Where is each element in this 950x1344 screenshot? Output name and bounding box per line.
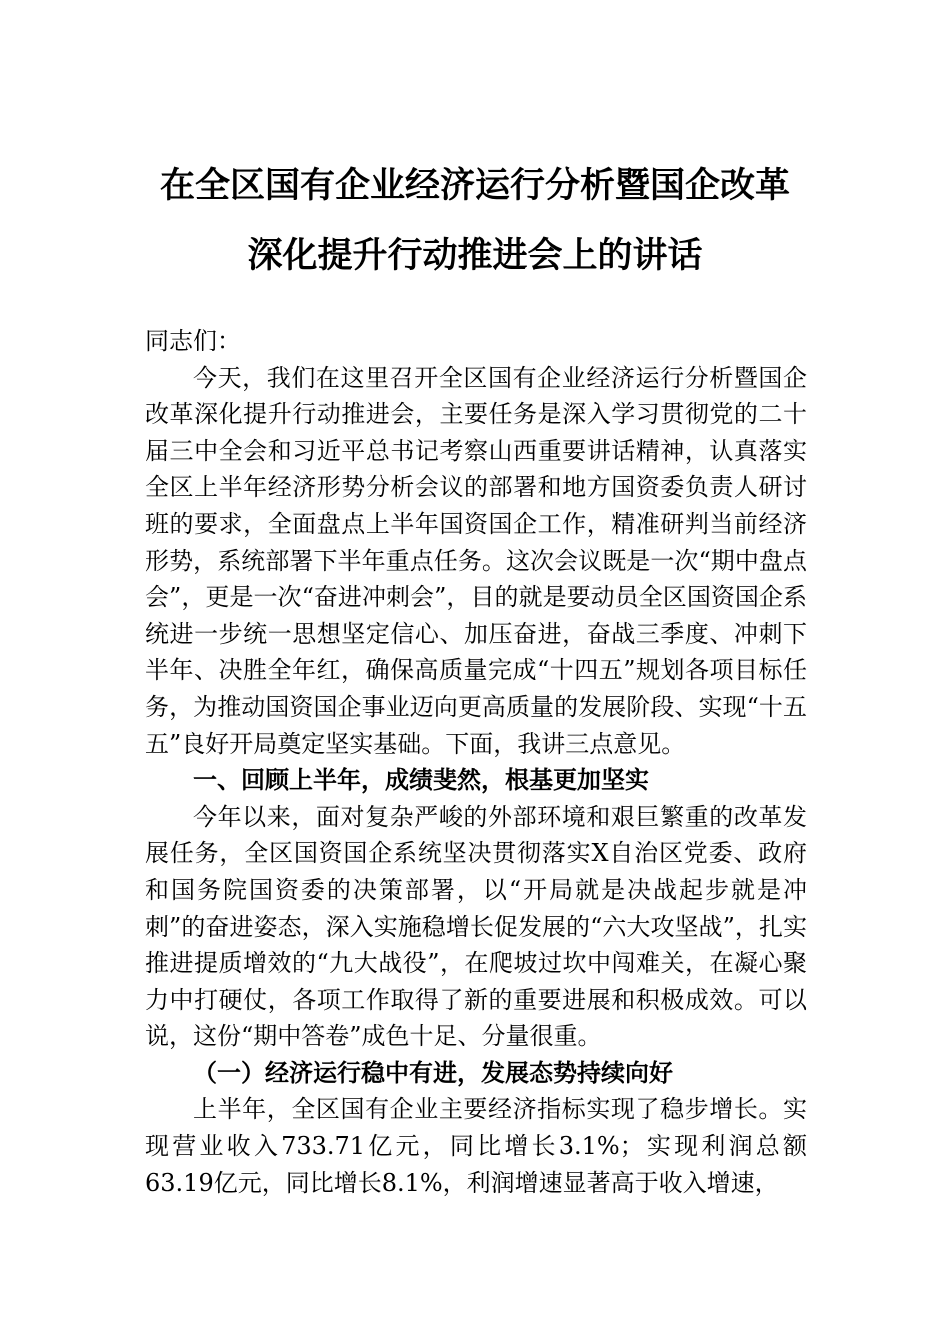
paragraph-review: 今年以来，面对复杂严峻的外部环境和艰巨繁重的改革发展任务，全区国资国企系统坚决贯彻落实X自治区党委、政府和国务院国资委的决策部署，以“开局就是决战起步就是冲刺”的奋进姿态，深入实施稳增长促发展的“六大攻坚战”，扎实推进提质增效的“九大战役”，在爬坡过坎中闯难关，在凝心聚力中打硬仗，各项工作取得了新的重要进展和积极成效。可以说，这份“期中答卷”成色十足、分量很重。 (145, 802, 807, 1051)
salutation: 同志们： (145, 327, 241, 355)
subsection-heading-1: （一）经济运行稳中有进，发展态势持续向好 (193, 1057, 673, 1087)
section-heading-1: 一、回顾上半年，成绩斐然，根基更加坚实 (193, 766, 649, 795)
paragraph-intro: 今天，我们在这里召开全区国有企业经济运行分析暨国企改革深化提升行动推进会，主要任务是深入学习贯彻党的二十届三中全会和习近平总书记考察山西重要讲话精神，认真落实全区上半年经济形势分析会议的部署和地方国资委负责人研讨班的要求，全面盘点上半年国资国企工作，精准研判当前经济形势，系统部署下半年重点任务。这次会议既是一次“期中盘点会”，更是一次“奋进冲刺会”，目的就是要动员全区国资国企系统进一步统一思想坚定信心、加压奋进，奋战三季度、冲刺下半年、决胜全年红，确保高质量完成“十四五”规划各项目标任务，为推动国资国企事业迈向更高质量的发展阶段、实现“十五五”良好开局奠定坚实基础。下面，我讲三点意见。 (145, 363, 807, 758)
paragraph-economic-indicators: 上半年，全区国有企业主要经济指标实现了稳步增长。实现营业收入733.71亿元，同比增长3.1%；实现利润总额63.19亿元，同比增长8.1%，利润增速显著高于收入增速， (145, 1095, 807, 1197)
document-body (145, 323, 807, 1201)
document-title-line-1: 在全区国有企业经济运行分析暨国企改革 (159, 165, 790, 206)
document-title-line-2: 深化提升行动推进会上的讲话 (247, 235, 703, 276)
